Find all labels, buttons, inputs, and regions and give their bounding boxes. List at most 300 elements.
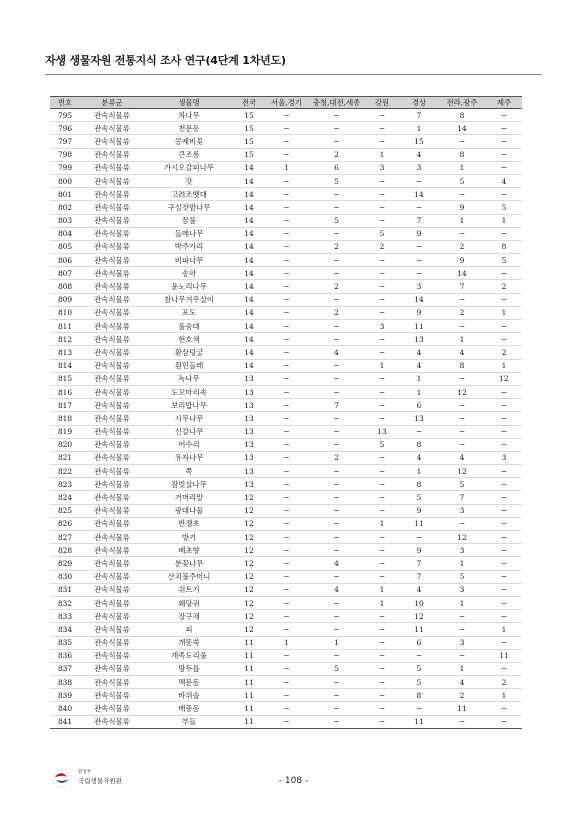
table-cell: 4 <box>438 676 486 689</box>
table-cell: − <box>309 649 364 662</box>
table-cell: − <box>400 267 438 280</box>
table-cell: 1 <box>400 122 438 135</box>
table-cell: 관속식물류 <box>80 596 144 609</box>
table-cell: 14 <box>234 188 264 201</box>
table-cell: 807 <box>50 267 80 280</box>
table-cell: 13 <box>400 412 438 425</box>
table-cell: − <box>264 544 309 557</box>
table-cell: 거머리말 <box>144 491 234 504</box>
table-cell: 818 <box>50 412 80 425</box>
table-cell: 1 <box>486 689 522 702</box>
table-cell: − <box>309 135 364 148</box>
table-cell: 840 <box>50 702 80 715</box>
table-cell: − <box>264 201 309 214</box>
table-cell: 795 <box>50 109 80 122</box>
table-cell: 4 <box>438 346 486 359</box>
table-cell: − <box>264 333 309 346</box>
table-cell: − <box>309 689 364 702</box>
table-cell: − <box>309 267 364 280</box>
table-cell: 관속식물류 <box>80 689 144 702</box>
table-cell: − <box>309 504 364 517</box>
table-cell: − <box>486 412 522 425</box>
table-cell: 806 <box>50 254 80 267</box>
table-row <box>50 280 522 293</box>
table-row <box>50 583 522 596</box>
table-cell: 8 <box>438 359 486 372</box>
table-row <box>50 214 522 227</box>
table-cell: 2 <box>309 280 364 293</box>
table-cell: 6 <box>400 636 438 649</box>
table-cell: 841 <box>50 715 80 728</box>
table-cell: − <box>364 280 400 293</box>
table-cell: − <box>486 135 522 148</box>
table-cell: 14 <box>234 293 264 306</box>
table-cell: 815 <box>50 372 80 385</box>
table-cell: 관속식물류 <box>80 715 144 728</box>
table-cell: 풀솜대 <box>144 320 234 333</box>
table-cell: 13 <box>234 399 264 412</box>
table-cell: 11 <box>234 676 264 689</box>
table-cell: 어수리 <box>144 438 234 451</box>
table-cell: 관속식물류 <box>80 214 144 227</box>
table-cell: 5 <box>438 570 486 583</box>
column-header: 분류군 <box>80 97 144 109</box>
table-cell: 5 <box>400 491 438 504</box>
table-cell: − <box>486 531 522 544</box>
table-cell: 관속식물류 <box>80 465 144 478</box>
table-cell: − <box>364 465 400 478</box>
table-cell: 3 <box>486 451 522 464</box>
table-row <box>50 412 522 425</box>
table-cell: 7 <box>400 109 438 122</box>
table-cell: 11 <box>234 715 264 728</box>
table-cell: − <box>309 610 364 623</box>
column-header: 전라,광주 <box>438 97 486 109</box>
table-cell: − <box>264 702 309 715</box>
table-cell: 809 <box>50 293 80 306</box>
table-cell: − <box>264 372 309 385</box>
table-cell: 관속식물류 <box>80 280 144 293</box>
table-cell: 현호색 <box>144 333 234 346</box>
table-cell: 824 <box>50 491 80 504</box>
table-cell: − <box>264 478 309 491</box>
table-cell: 큰조롱 <box>144 148 234 161</box>
table-row <box>50 596 522 609</box>
table-row <box>50 267 522 280</box>
table-cell: 14 <box>234 174 264 187</box>
table-cell: − <box>264 531 309 544</box>
table-row <box>50 636 522 649</box>
table-cell: 3 <box>364 320 400 333</box>
table-cell: 1 <box>438 557 486 570</box>
table-cell: 808 <box>50 280 80 293</box>
table-cell: 7 <box>400 214 438 227</box>
table-cell: 관속식물류 <box>80 188 144 201</box>
table-cell: 11 <box>234 702 264 715</box>
table-cell: − <box>264 425 309 438</box>
table-row <box>50 372 522 385</box>
table-cell: 14 <box>234 201 264 214</box>
table-cell: 관속식물류 <box>80 148 144 161</box>
table-cell: 13 <box>234 425 264 438</box>
table-cell: − <box>364 610 400 623</box>
table-cell: − <box>264 359 309 372</box>
table-cell: 13 <box>234 372 264 385</box>
table-cell: 1 <box>486 623 522 636</box>
table-cell: 11 <box>400 623 438 636</box>
table-cell: − <box>364 174 400 187</box>
table-cell: 배풍등 <box>144 702 234 715</box>
table-cell: 2 <box>309 240 364 253</box>
table-cell: 1 <box>400 385 438 398</box>
table-row <box>50 544 522 557</box>
table-cell: 1 <box>438 662 486 675</box>
table-cell: − <box>486 188 522 201</box>
table-cell: 부들 <box>144 715 234 728</box>
table-cell: 802 <box>50 201 80 214</box>
table-row <box>50 557 522 570</box>
table-cell: 831 <box>50 583 80 596</box>
table-cell: − <box>309 188 364 201</box>
table-cell: 3 <box>438 504 486 517</box>
table-cell: − <box>364 451 400 464</box>
table-cell: 방기 <box>144 531 234 544</box>
table-cell: − <box>264 188 309 201</box>
table-cell: 1 <box>400 372 438 385</box>
table-cell: 분꽃나무 <box>144 557 234 570</box>
table-cell: 3 <box>400 161 438 174</box>
table-cell: − <box>264 109 309 122</box>
table-cell: − <box>364 478 400 491</box>
table-cell: − <box>486 267 522 280</box>
table-cell: 7 <box>400 557 438 570</box>
table-cell: 3 <box>400 280 438 293</box>
table-cell: 7 <box>438 491 486 504</box>
table-cell: 830 <box>50 570 80 583</box>
table-cell: − <box>486 596 522 609</box>
table-row <box>50 254 522 267</box>
table-cell: − <box>486 293 522 306</box>
table-cell: − <box>364 412 400 425</box>
table-cell: 갓 <box>144 174 234 187</box>
table-cell: 1 <box>438 214 486 227</box>
table-cell: − <box>438 623 486 636</box>
data-table-container <box>50 96 522 729</box>
table-cell: 1 <box>309 636 364 649</box>
table-cell: − <box>486 504 522 517</box>
table-cell: − <box>309 412 364 425</box>
table-cell: − <box>264 227 309 240</box>
table-cell: − <box>264 254 309 267</box>
table-cell: 814 <box>50 359 80 372</box>
table-cell: − <box>264 517 309 530</box>
table-cell: − <box>264 465 309 478</box>
table-cell: − <box>364 201 400 214</box>
table-cell: 833 <box>50 610 80 623</box>
table-cell: 5 <box>438 174 486 187</box>
table-cell: 환삼덩굴 <box>144 346 234 359</box>
table-row <box>50 570 522 583</box>
table-cell: 803 <box>50 214 80 227</box>
table-cell: 2 <box>486 280 522 293</box>
table-cell: 6 <box>400 399 438 412</box>
table-cell: − <box>364 267 400 280</box>
table-cell: 7 <box>400 570 438 583</box>
table-cell: 관속식물류 <box>80 267 144 280</box>
table-cell: − <box>438 399 486 412</box>
table-cell: − <box>264 596 309 609</box>
table-body <box>50 109 522 729</box>
column-header: 제주 <box>486 97 522 109</box>
table-cell: 805 <box>50 240 80 253</box>
table-row <box>50 649 522 662</box>
table-cell: 관속식물류 <box>80 570 144 583</box>
table-cell: 개족도리풀 <box>144 649 234 662</box>
table-cell: − <box>400 425 438 438</box>
table-cell: − <box>309 385 364 398</box>
table-cell: 1 <box>364 596 400 609</box>
table-row <box>50 715 522 728</box>
table-cell: 9 <box>400 227 438 240</box>
table-cell: 10 <box>400 596 438 609</box>
table-cell: 834 <box>50 623 80 636</box>
table-row <box>50 293 522 306</box>
table-cell: − <box>309 715 364 728</box>
table-cell: 9 <box>438 254 486 267</box>
table-cell: − <box>486 122 522 135</box>
table-cell: 829 <box>50 557 80 570</box>
table-cell: 1 <box>486 306 522 319</box>
table-cell: − <box>486 610 522 623</box>
table-cell: 13 <box>400 333 438 346</box>
table-cell: 820 <box>50 438 80 451</box>
table-cell: 12 <box>234 570 264 583</box>
table-cell: 5 <box>486 201 522 214</box>
table-cell: 8 <box>438 148 486 161</box>
table-cell: 5 <box>400 662 438 675</box>
table-cell: − <box>264 346 309 359</box>
table-cell: 9 <box>400 544 438 557</box>
table-cell: 12 <box>234 610 264 623</box>
table-cell: 관속식물류 <box>80 227 144 240</box>
table-cell: 5 <box>309 174 364 187</box>
table-cell: 5 <box>309 214 364 227</box>
table-cell: 송악 <box>144 267 234 280</box>
table-cell: 쪽 <box>144 465 234 478</box>
table-cell: 녹나무 <box>144 372 234 385</box>
table-cell: − <box>486 465 522 478</box>
table-cell: 관속식물류 <box>80 438 144 451</box>
table-cell: 821 <box>50 451 80 464</box>
table-cell: − <box>264 557 309 570</box>
table-cell: 12 <box>438 385 486 398</box>
table-cell: − <box>264 320 309 333</box>
table-cell: 산괴불주머니 <box>144 570 234 583</box>
table-cell: 관속식물류 <box>80 135 144 148</box>
table-cell: 817 <box>50 399 80 412</box>
table-cell: 관속식물류 <box>80 649 144 662</box>
table-row <box>50 425 522 438</box>
table-cell: 799 <box>50 161 80 174</box>
table-cell: − <box>438 715 486 728</box>
table-cell: − <box>400 649 438 662</box>
table-cell: 박주가리 <box>144 240 234 253</box>
table-cell: − <box>264 293 309 306</box>
table-cell: 14 <box>234 306 264 319</box>
table-cell: 8 <box>400 438 438 451</box>
table-cell: 4 <box>400 346 438 359</box>
table-cell: 반쟁초 <box>144 517 234 530</box>
table-cell: − <box>364 306 400 319</box>
table-cell: 12 <box>234 583 264 596</box>
table-cell: 관속식물류 <box>80 254 144 267</box>
table-cell: − <box>309 531 364 544</box>
table-cell: 관속식물류 <box>80 359 144 372</box>
table-cell: 관속식물류 <box>80 161 144 174</box>
table-cell: − <box>364 623 400 636</box>
table-cell: 윤노리나무 <box>144 280 234 293</box>
table-cell: 11 <box>234 689 264 702</box>
table-cell: 1 <box>400 465 438 478</box>
table-cell: 구실잣밤나무 <box>144 201 234 214</box>
table-cell: − <box>364 662 400 675</box>
table-cell: − <box>264 662 309 675</box>
species-table <box>50 96 522 729</box>
table-cell: 797 <box>50 135 80 148</box>
table-cell: 4 <box>309 583 364 596</box>
table-cell: − <box>264 240 309 253</box>
table-cell: 관속식물류 <box>80 531 144 544</box>
table-cell: − <box>438 227 486 240</box>
table-cell: 유자나무 <box>144 451 234 464</box>
table-cell: 813 <box>50 346 80 359</box>
table-cell: − <box>486 478 522 491</box>
table-cell: 14 <box>234 214 264 227</box>
table-cell: 콩제비꽃 <box>144 135 234 148</box>
table-cell: − <box>364 689 400 702</box>
table-cell: 14 <box>400 293 438 306</box>
table-cell: 796 <box>50 122 80 135</box>
table-cell: 12 <box>400 610 438 623</box>
table-row <box>50 359 522 372</box>
table-cell: 관속식물류 <box>80 122 144 135</box>
table-cell: − <box>264 399 309 412</box>
table-cell: − <box>364 188 400 201</box>
table-cell: 800 <box>50 174 80 187</box>
table-cell: − <box>309 333 364 346</box>
table-cell: − <box>264 491 309 504</box>
table-cell: − <box>364 109 400 122</box>
table-cell: − <box>364 557 400 570</box>
table-cell: 11 <box>486 649 522 662</box>
table-cell: − <box>364 702 400 715</box>
table-row <box>50 504 522 517</box>
table-row <box>50 689 522 702</box>
table-cell: 1 <box>264 161 309 174</box>
table-cell: − <box>264 570 309 583</box>
table-cell: 천문동 <box>144 122 234 135</box>
table-cell: − <box>486 557 522 570</box>
table-cell: − <box>400 201 438 214</box>
table-row <box>50 148 522 161</box>
table-cell: 838 <box>50 676 80 689</box>
table-cell: 14 <box>234 267 264 280</box>
table-cell: 5 <box>364 438 400 451</box>
table-cell: 9 <box>400 504 438 517</box>
table-row <box>50 122 522 135</box>
table-cell: 관속식물류 <box>80 636 144 649</box>
table-cell: 1 <box>364 359 400 372</box>
table-cell: − <box>364 491 400 504</box>
table-cell: 관속식물류 <box>80 425 144 438</box>
table-cell: 4 <box>486 174 522 187</box>
table-cell: 관속식물류 <box>80 346 144 359</box>
table-row <box>50 306 522 319</box>
table-row <box>50 174 522 187</box>
table-cell: 14 <box>234 333 264 346</box>
table-cell: − <box>486 570 522 583</box>
table-cell: 장구채 <box>144 610 234 623</box>
table-cell: − <box>309 570 364 583</box>
table-cell: − <box>486 109 522 122</box>
table-cell: 관속식물류 <box>80 412 144 425</box>
table-row <box>50 438 522 451</box>
table-cell: 14 <box>234 240 264 253</box>
table-cell: 835 <box>50 636 80 649</box>
table-cell: 11 <box>438 702 486 715</box>
table-cell: 관속식물류 <box>80 306 144 319</box>
table-cell: − <box>309 465 364 478</box>
table-cell: − <box>264 148 309 161</box>
table-cell: 관속식물류 <box>80 478 144 491</box>
table-cell: 14 <box>234 320 264 333</box>
table-cell: − <box>486 662 522 675</box>
table-cell: − <box>264 676 309 689</box>
table-cell: 도꼬마리속 <box>144 385 234 398</box>
table-cell: − <box>364 676 400 689</box>
table-cell: − <box>486 148 522 161</box>
table-cell: − <box>364 333 400 346</box>
table-cell: − <box>309 359 364 372</box>
table-cell: 5 <box>400 676 438 689</box>
table-row <box>50 161 522 174</box>
table-cell: 관속식물류 <box>80 517 144 530</box>
table-cell: 4 <box>400 451 438 464</box>
table-cell: 관속식물류 <box>80 623 144 636</box>
table-cell: 광대나물 <box>144 504 234 517</box>
table-cell: 관속식물류 <box>80 174 144 187</box>
table-cell: − <box>438 135 486 148</box>
table-cell: 9 <box>438 201 486 214</box>
table-cell: 관속식물류 <box>80 491 144 504</box>
title-divider <box>45 74 542 75</box>
table-cell: 2 <box>438 240 486 253</box>
table-cell: 배초향 <box>144 544 234 557</box>
table-cell: 관속식물류 <box>80 293 144 306</box>
table-cell: 13 <box>234 478 264 491</box>
table-cell: 흰민들레 <box>144 359 234 372</box>
table-cell: 2 <box>309 306 364 319</box>
table-cell: 12 <box>234 557 264 570</box>
table-row <box>50 385 522 398</box>
table-cell: 관속식물류 <box>80 451 144 464</box>
table-cell: 826 <box>50 517 80 530</box>
table-cell: − <box>486 320 522 333</box>
table-cell: − <box>438 649 486 662</box>
table-cell: − <box>264 689 309 702</box>
table-cell: − <box>264 715 309 728</box>
table-row <box>50 201 522 214</box>
